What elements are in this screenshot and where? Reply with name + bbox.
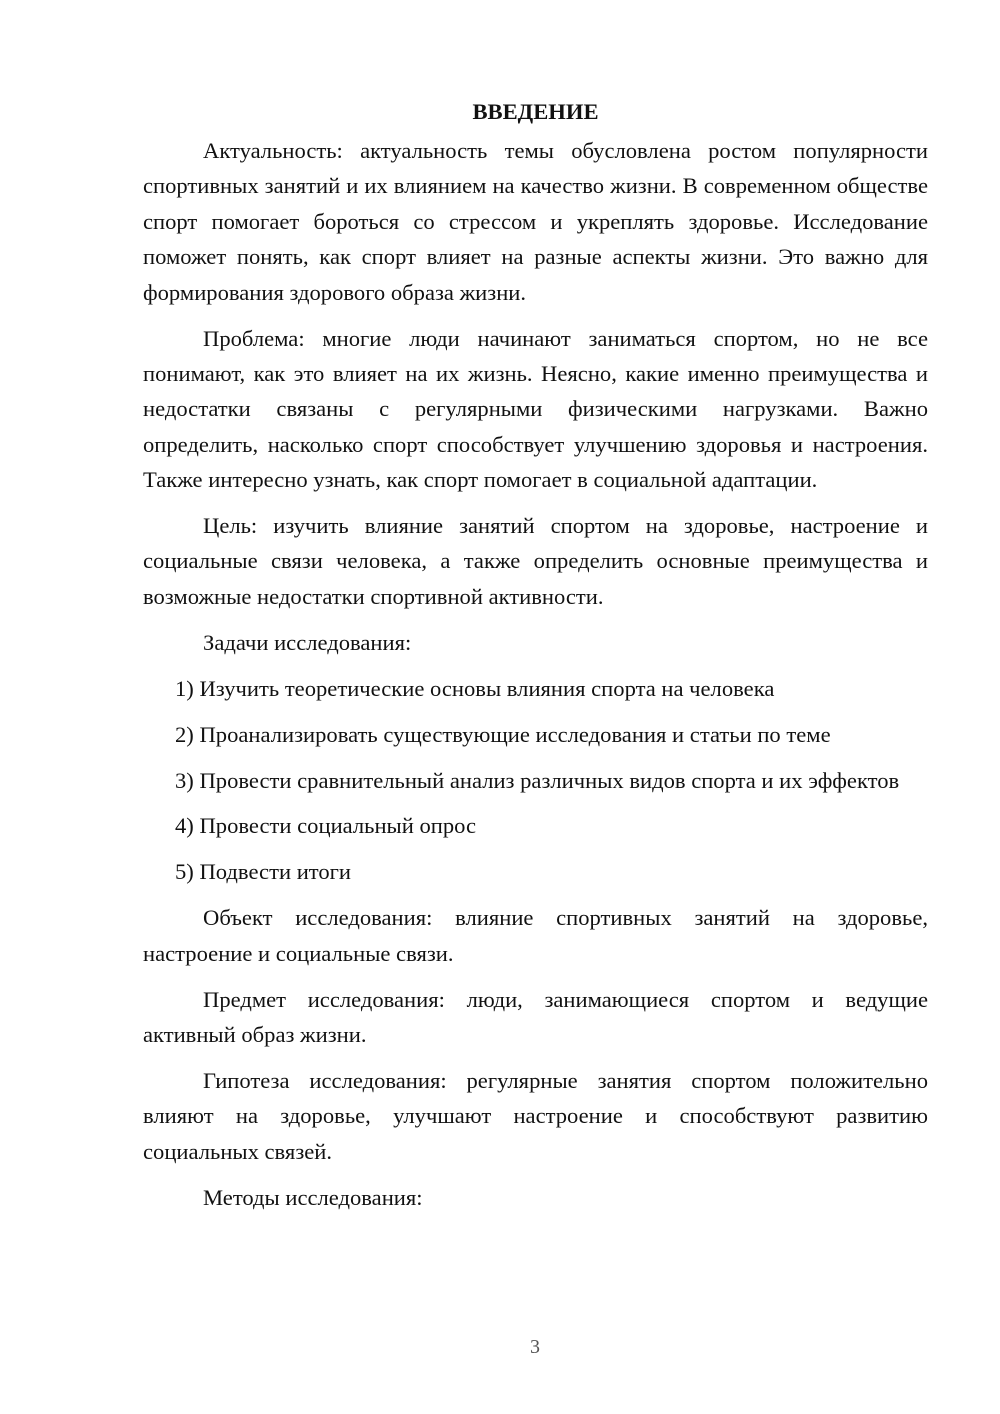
paragraph-subject: Предмет исследования: люди, занимающиеся спортом и ведущие активный образ жизни. bbox=[143, 986, 928, 1047]
page-number: 3 bbox=[530, 1336, 540, 1358]
task-item: 2) Проанализировать существующие исследования и статьи по теме bbox=[175, 721, 831, 747]
paragraph-relevance: Актуальность: актуальность темы обусловлена ростом популярности спортивных занятий и их влиянием на качество жизни. В современном обществе спорт помогает бороться со стрессом и укреплять здоровье. Исследование поможет понять, как спорт влияет на разные аспекты жизни. Это важно для формирования здорового образа жизни. bbox=[143, 138, 928, 305]
task-item: 4) Провести социальный опрос bbox=[175, 813, 477, 839]
page-title: ВВЕДЕНИЕ bbox=[472, 99, 599, 124]
paragraph-tasks-heading: Задачи исследования: bbox=[203, 629, 412, 655]
paragraph-object: Объект исследования: влияние спортивных занятий на здоровье, настроение и социальные связи. bbox=[143, 905, 928, 966]
task-item: 3) Провести сравнительный анализ различных видов спорта и их эффектов bbox=[175, 767, 900, 793]
paragraph-problem: Проблема: многие люди начинают заниматься спортом, но не все понимают, как это влияет на их жизнь. Неясно, какие именно преимущества и недостатки связаны с регулярными физическими нагрузками. Важно определить, насколько спорт способствует улучшению здоровья и настроения. Также интересно узнать, как спорт помогает в социальной адаптации. bbox=[143, 325, 928, 493]
task-item: 1) Изучить теоретические основы влияния спорта на человека bbox=[175, 675, 775, 701]
page-content bbox=[143, 94, 928, 1225]
paragraph-methods-heading: Методы исследования: bbox=[203, 1184, 423, 1210]
paragraph-hypothesis: Гипотеза исследования: регулярные занятия спортом положительно влияют на здоровье, улучшают настроение и способствуют развитию социальных связей. bbox=[143, 1067, 928, 1164]
task-item: 5) Подвести итоги bbox=[175, 859, 352, 885]
paragraph-goal: Цель: изучить влияние занятий спортом на здоровье, настроение и социальные связи человека, а также определить основные преимущества и возможные недостатки спортивной активности. bbox=[143, 513, 928, 609]
